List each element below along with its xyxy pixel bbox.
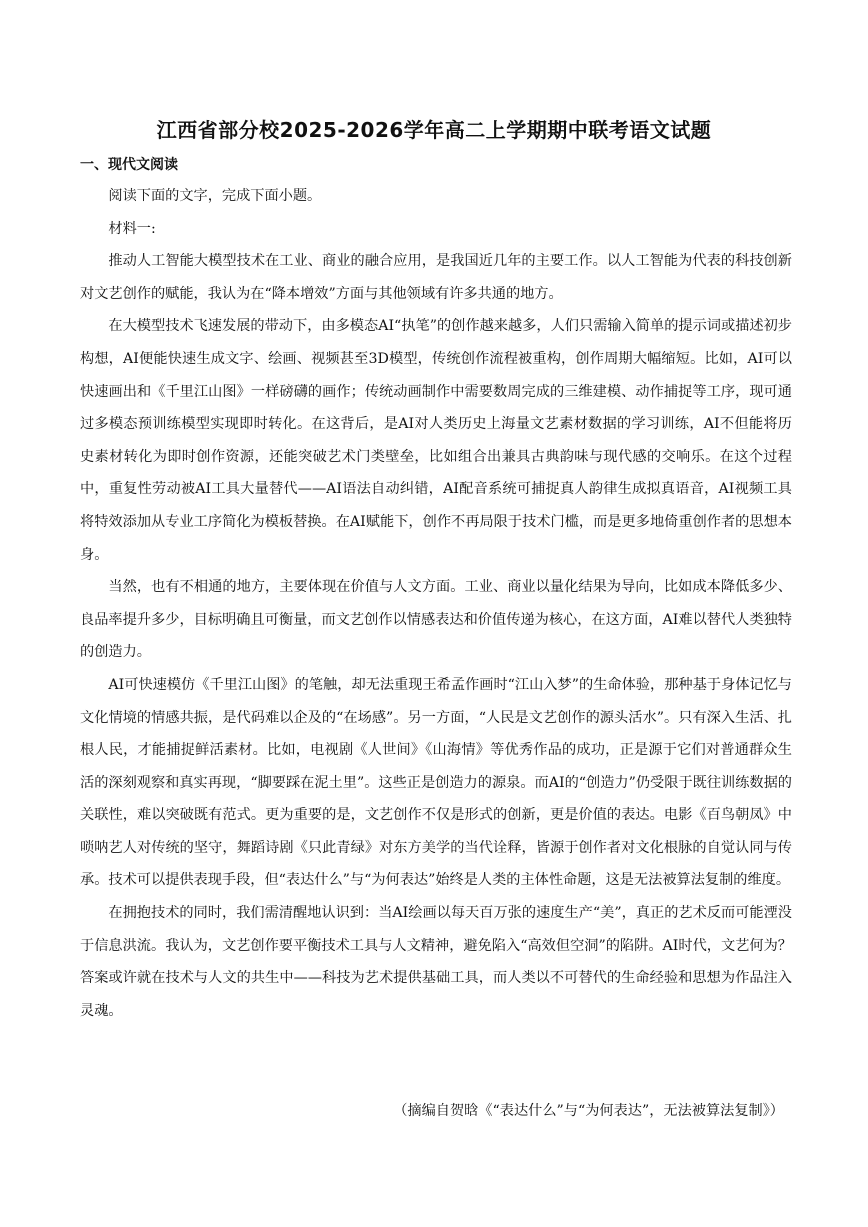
material-label: 材料一:	[108, 220, 156, 237]
source-citation: （摘编自贺晗《“表达什么”与“为何表达”，无法被算法复制》）	[393, 1103, 784, 1119]
paragraph-5: 在拥抱技术的同时，我们需清醒地认识到：当AI绘画以每天百万张的速度生产“美”，真正的艺术反而可能湮没于信息洪流。我认为，文艺创作要平衡技术工具与人文精神，避免陷入“高效但空洞”的陷阱。AI时代，文艺何为？答案或许就在技术与人文的共生中——科技为艺术提供基础工具，而人类以不可替代的生命经验和思想为作品注入灵魂。	[80, 905, 792, 1019]
page-title: 江西省部分校2025-2026学年高二上学期期中联考语文试题	[156, 118, 712, 142]
section-heading: 一、现代文阅读	[80, 157, 178, 173]
instruction-text: 阅读下面的文字，完成下面小题。	[108, 188, 322, 204]
paragraph-3: 当然，也有不相通的地方，主要体现在价值与人文方面。工业、商业以量化结果为导向，比如成本降低多少、良品率提升多少，目标明确且可衡量，而文艺创作以情感表达和价值传递为核心，在这方面，AI难以替代人类独特的创造力。	[80, 579, 792, 661]
paragraph-2: 在大模型技术飞速发展的带动下，由多模态AI“执笔”的创作越来越多，人们只需输入简单的提示词或描述初步构想，AI便能快速生成文字、绘画、视频甚至3D模型，传统创作流程被重构，创作周期大幅缩短。比如，AI可以快速画出和《千里江山图》一样磅礴的画作；传统动画制作中需要数周完成的三维建模、动作捕捉等工序，现可通过多模态预训练模型实现即时转化。在这背后，是AI对人类历史上海量文艺素材数据的学习训练，AI不但能将历史素材转化为即时创作资源，还能突破艺术门类壁垒，比如组合出兼具古典韵味与现代感的交响乐。在这个过程中，重复性劳动被AI工具大量替代——AI语法自动纠错，AI配音系统可捕捉真人韵律生成拟真语音，AI视频工具将特效添加从专业工序简化为模板替换。在AI赋能下，创作不再局限于技术门槛，而是更多地倚重创作者的思想本身。	[80, 318, 792, 563]
paragraph-1: 推动人工智能大模型技术在工业、商业的融合应用，是我国近几年的主要工作。以人工智能为代表的科技创新对文艺创作的赋能，我认为在“降本增效”方面与其他领域有许多共通的地方。	[80, 253, 792, 302]
reading-passage	[80, 180, 792, 1027]
paragraph-4: AI可快速模仿《千里江山图》的笔触，却无法重现王希孟作画时“江山入梦”的生命体验，那种基于身体记忆与文化情境的情感共振，是代码难以企及的“在场感”。另一方面，“人民是文艺创作的源头活水”。只有深入生活、扎根人民，才能捕捉鲜活素材。比如，电视剧《人世间》《山海情》等优秀作品的成功，正是源于它们对普通群众生活的深刻观察和真实再现，“脚要踩在泥土里”。这些正是创造力的源泉。而AI的“创造力”仍受限于既往训练数据的关联性，难以突破既有范式。更为重要的是，文艺创作不仅是形式的创新，更是价值的表达。电影《百鸟朝凤》中唢呐艺人对传统的坚守，舞蹈诗剧《只此青绿》对东方美学的当代诠释，皆源于创作者对文化根脉的自觉认同与传承。技术可以提供表现手段，但“表达什么”与“为何表达”始终是人类的主体性命题，这是无法被算法复制的维度。	[80, 676, 792, 889]
